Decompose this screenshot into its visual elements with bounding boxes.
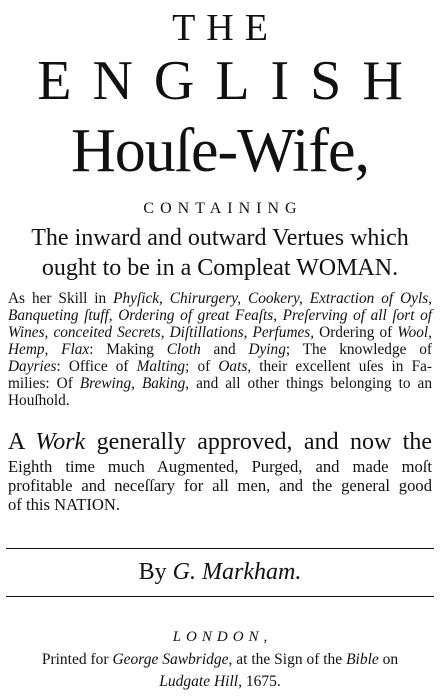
description-line: Dayries: Office of Malting; of Oats, their excellent uſes in Fa- [8, 358, 432, 375]
description-line: Banqueting ſtuff, Ordering of great Feaſts, Preſerving of all ſort of [8, 307, 432, 324]
title-house-wife: Houſe-Wife, [70, 117, 370, 185]
description-line: Hemp, Flax: Making Cloth and Dying; The knowledge of [8, 341, 432, 358]
work-line: profitable and neceſſary for all men, and the general good [8, 476, 432, 495]
description-paragraph [8, 290, 432, 409]
work-paragraph [8, 427, 432, 514]
work-line: A Work generally approved, and now the [8, 429, 433, 455]
work-line: Eighth time much Augmented, Purged, and made moſt [8, 457, 432, 476]
work-line: of this NATION. [8, 495, 120, 514]
description-line: Wines, conceited Secrets, Diſtillations, Perfumes, Ordering of Wool, [8, 324, 432, 341]
containing-heading: CONTAINING [143, 200, 303, 217]
subtitle-line-1: The inward and outward Vertues which [31, 225, 409, 251]
title-english: ENGLISH [37, 50, 424, 112]
author-line: By G. Markham. [138, 559, 302, 585]
divider-top [6, 548, 434, 549]
imprint-city: LONDON, [172, 629, 273, 645]
description-line: Houſhold. [8, 392, 70, 409]
imprint-line-1: Printed for George Sawbridge, at the Sign of the Bible on [41, 651, 399, 668]
divider-bottom [6, 596, 434, 597]
description-line: As her Skill in Phyſick, Chirurgery, Cookery, Extraction of Oyls, [8, 290, 432, 307]
title-the: THE [172, 7, 279, 49]
subtitle-line-2: ought to be in a Compleat WOMAN. [41, 255, 399, 281]
author-name: G. Markham. [172, 559, 302, 585]
imprint-line-2: Ludgate Hill, 1675. [159, 673, 281, 690]
description-line: milies: Of Brewing, Baking, and all other things belonging to an [8, 375, 432, 392]
